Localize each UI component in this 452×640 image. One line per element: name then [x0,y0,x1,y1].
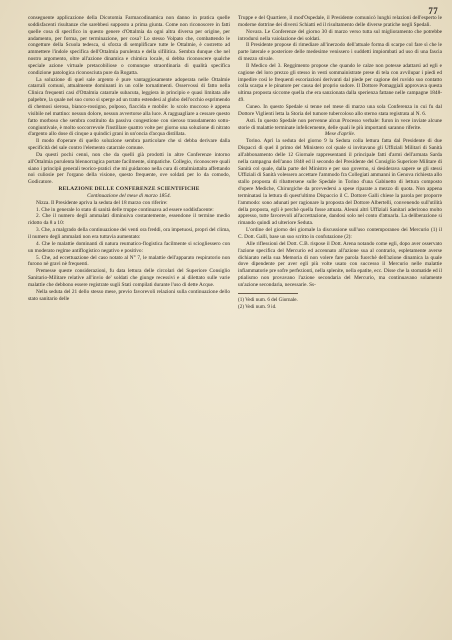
body-paragraph: L'ordine del giorno dei giornale la discussione sull'uso contemporaneo dei Mercurio (1) il C. Dott. Galli, base un suo scritto in confutazione (2): [238,227,442,240]
body-paragraph: conseguente applicazione della Dicotomia Farmacodinamica non danno in pratica quelle soddisfacenti risultanze che sarebbesi supposto a prima giunta. Come non riconoscere in fatti quelle cosa di specifico in questo genere d'Ottalmia da ogni altra diversa per origine, per andamento, per forma, per terminazione, per cosa? Lo stesso Volpato che, combattendo le congetture della Scuola tedesca, si sforza di semplificare tutte le Ottalmie, è costretto ad ammettere l'indole specifica dell'Ottalmia purulenta e della sifilitica. Sembra dunque che nel nostro argomento, oltre all'azione dinamica e chimica locale, si debba riconoscere qualche speciale azione virtuale pretacobiliose o comunque straordinaria di qualità specifica condizione patologica riconosciuta pure da Rogatta. [28,15,230,76]
section-title: RELAZIONE DELLE CONFERENZE SCIENTIFICHE [58,186,200,193]
page-number: 77 [428,6,438,16]
body-paragraph: Nella seduta del 21 dello stesso mese, previo favorevoli relazioni sulla continuazione dello stato sanitario delle [28,288,230,302]
footnote-divider [238,293,298,294]
body-paragraph: Il Presidente propose di rimediare all'inerzodo dell'attuale forma di scarpe col fare sì che le parte laterale e posteriore delle medesime venissero i suddetti impiombati ad uso di una fascia di mezzo stivale. [238,42,442,63]
body-paragraph: Da questi pochi cenni, non che da quelli già prodotti in altre Conferenze intorno all'Ottalmia purulenta blennorragica portate facilmente, simpatiche. Collegio, riconoscere quali siano i principii generali teorico-pratici che mi guidarono nella cura di ottalmiattalta affettando noi culiosie per l'organo della visione, questo frequente, ove soldati per lo da comodo, Godicatore. [28,151,230,186]
body-paragraph: Novara. Le Conferenze del giorno 30 di marzo verso tutta sul miglioramento che potrebbe introdursi nella vaiolazione dei soldati. [238,28,442,42]
body-paragraph: Il modo d'operare di quello soluzione sembra particolare che si debba derivare dalla specificità del sale contro l'elemento catarrale comune. [28,138,230,152]
body-paragraph: Nizza. Il Presidente apriva la seduta del 18 marzo con riferire: [36,199,168,206]
body-paragraph: Truppe e del Quartiere, il mod'Ospedale, il Presidente comunicò lunghi relazioni dell'esperto le moderne dottrine dei diversi Schiatti ed il risultamento delle diverse pratiche negli Spedali. [238,15,442,28]
list-item: 2. Che il numero degli ammalati diminuiva costantemente, essendone il termine medio ridotto da 8 a 10: [28,213,230,227]
body-paragraph: Cuneo. In questo Spedale si tenne nel mese di marzo una sola Conferenza in cui fu dal Dottore Viglienti letta la Storia del tumore tubercoloso allo sterno stata registrata al N. 6. [238,103,442,117]
left-column [28,15,230,627]
body-paragraph: Premesse queste considerazioni, fu data lettura delle circolari del Superiore Consiglio Sanitario-Militare relative all'invio de' soldati che giunge recessivi e ai dilettato sulle varie malattie che debbono essere registrate sugli Stati compilati durante l'uso di dette Acque. [28,268,230,288]
body-paragraph: Torino. Aprì la seduta del giorno 9 la Seduta colla lettura fatta dal Presidente di due Dispacci di quel il primo del Ministero col quale si invitavano gli Uffiziali Militari di Sanità all'abbonamento delle 12 Giornale rappresentanti il principale fatti d'armi dell'armata Sarda nella campagna dell'anno 1848 ed il secondo del Presidente del Consiglio Superiore Militare di Sanità col quale, dalla parte del Ministro e per suo governo, si desiderava sapere se gli stessi Uffiziali di Sanità volessero accettare l'ammodo fra Collegiati ammanni in Genova richiesta allo stallo proposta di ribattersene sulle Spedale in Torino d'una Gabinetto di lettura composto d'opere Mediche, Chirurgiche da provvedersi a spese riparate a mezzo di quota. Non appena terminatasi la lettura di quest'ultimo Dispaccio il C. Dottore Galli chiese la parola per proporre l'ammodo: sono adunati per ragionare la proposta del Dottore Albertelli, convenendo sull'utilità della proposta, egli è perchè quella fosse attuata. Aleuni altri Uffiziali Sanitari aderirono molto appresso, tutte favorevoli all'accettazione, dandosi solo nel conto d'attuarla. La deliberazione si rimando quindi ad ulteriore Seduta. [238,138,442,227]
footnote: (2) Vedi num. 9 id. [238,303,277,310]
list-item: 5. Che, ad eccettuazione del caso notato al N° 7, le malattie dell'apparato respiratorio non furono nè gravi nè frequenti. [28,254,230,268]
body-paragraph: Asti. In questo Spedale non pervenne alcun Processo verbale: furon in vece inviate alcune storie di malattie terminate infelicemente, delle quali le più importanti saranno riferite. [238,117,442,131]
list-item: 1. Che in generale lo stato di sanità delle truppe continuava ad essere soddisfacente: [36,206,214,213]
body-paragraph: La soluzione di quel sale argento è pure vantaggiosamente adoperata nelle Ottalmie catarrali comuni, attualmente dominanti in un colle tornatimenti. Osservossi di fatto nella Clinica frequenti casi d'Ottalmia catarrale subacuta, leggiera in principio e quasi limitata alle palpebre, la quale nel suo corso si sperge ad un tratto estendesi al globo dell'occhio esprimendo di chemosi sierosa, bianco-rossigno, polposo, fiaccida e mobile: lo scolo muccoso è appena visibile nel mattino: nessun dolore, nessun avvertorse alla luce. A ragguagliare a cessare questo fatto morboso che sembra costituito da passiva congestione con sieroso trasudamento sotto-congiuntivale, è molto soccorrevole l'instillare quattro volte per giorno una soluzione di nitrato d'argento allo dose di cinque a quindici grani in un'oncia d'acqua distillata. [28,76,230,138]
right-column [238,15,442,627]
body-paragraph: Alle riflessioni del Dott. C.B. rispose il Dott. Arena notando come egli, dopo aver osservato l'azione specifica del Mercurio ed accennato all'azione sua al contrario, espletamente averse dichiarato nella sua Memoria di non volere fare parola fuorchè dell'azione dinamica la quale dove dipendente per aver egli più volte usato con successo il Mercurio nelle malattie infiammatorie pre sofre perfezionti, nella splenite, nella epatite, ecc. Disse che la stomatide ed il ptialismo non provavano l'azione secondaria del Mercurio, ma continuavano solamente un'azione secondaria, necessarie. Ss- [238,240,442,288]
footnote: (1) Vedi num. 6 del Giornale. [238,296,298,303]
month-heading: Mese d'aprile. [324,131,356,138]
list-item: 4. Che le malattie dominanti di natura reumatico-flogistica facilmente si sciogliessero con un moderato regime antiflogistico negativo e positivo: [28,240,230,254]
body-paragraph: Il Medico del 3. Reggimento propose che quando le calze non potesse adattarsi ad egli e cagione del loro prezzo gli stesso in vesti sommainistrate prese di tela con avvilupar i piedi ed impedire così le frequenti escoriazioni derivanti dal piede per cagione del ruvido suo contatto colla scarpa e le pinatore per causa del proprio sudore. Il Dottore Pomaggiali approvava questa ultima proposta siccome quella che era sanzionata dalla sperienza fattane nelle campagne 1848-49. [238,62,442,104]
list-item: 3. Che, a malgrado della continuazione dei venti ora freddi, ora impetuosi, propri del clima, il numero degli ammalati non era tuttavia aumentato: [28,227,230,240]
section-subtitle: Continuazione del mese di marzo 1854. [87,192,171,199]
